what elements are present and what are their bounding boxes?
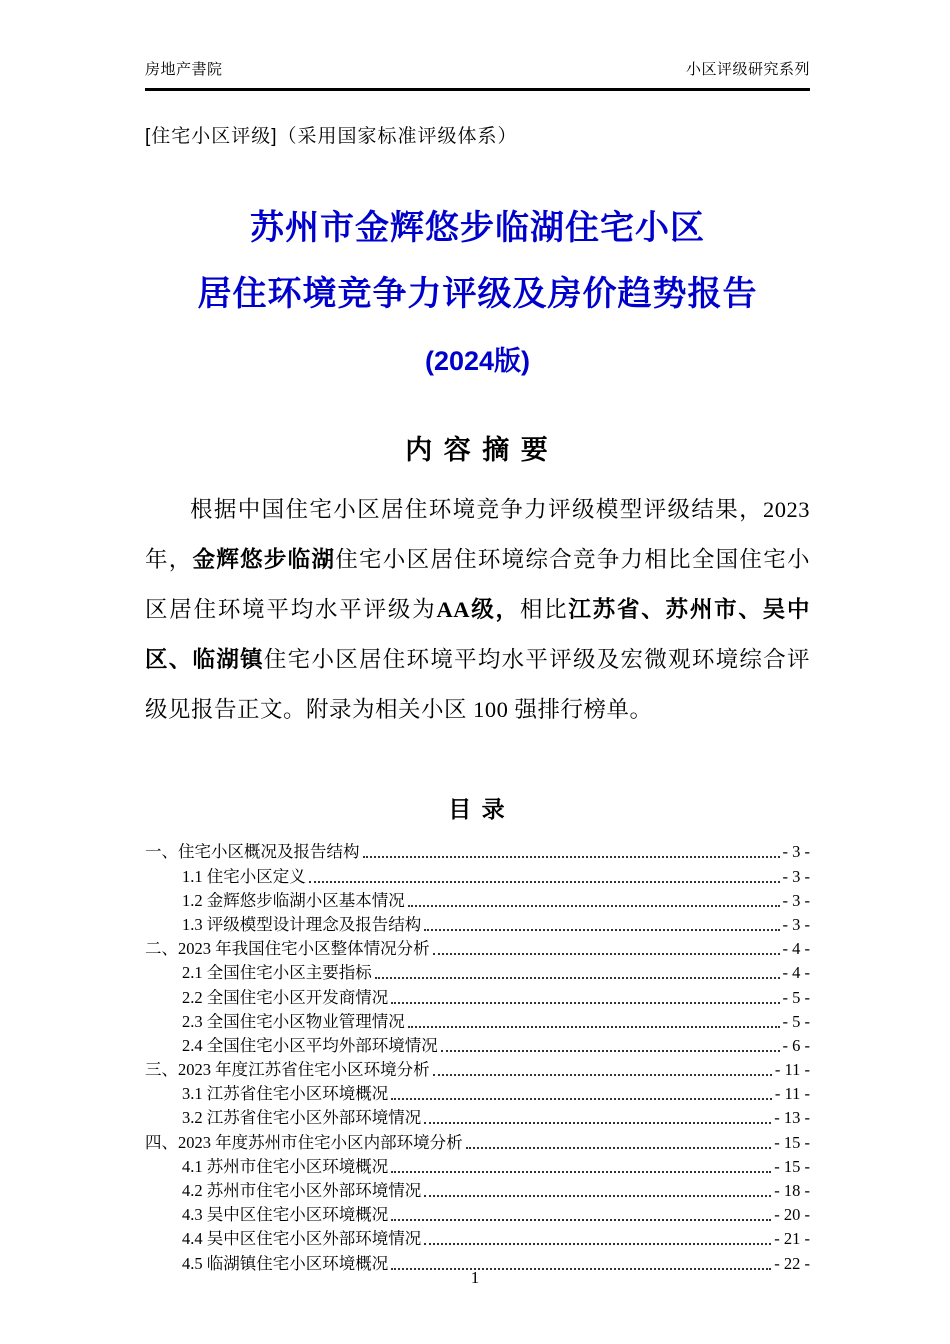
toc-entry <box>145 887 810 911</box>
header-divider <box>145 88 810 91</box>
toc-entry-page: - 15 - <box>774 1156 810 1176</box>
toc-heading: 目 录 <box>448 796 507 823</box>
toc-entry-label: 3.2 江苏省住宅小区外部环境情况 <box>182 1108 422 1128</box>
toc-entry-page: - 13 - <box>774 1108 810 1128</box>
toc-entry-page: - 20 - <box>774 1205 810 1225</box>
report-title-line-2: 居住环境竞争力评级及房价趋势报告 <box>197 274 758 313</box>
toc-entry-label: 2.1 全国住宅小区主要指标 <box>182 963 372 983</box>
toc-entry-label: 1.2 金辉悠步临湖小区基本情况 <box>182 890 405 910</box>
toc-leader-dots <box>391 1098 772 1100</box>
toc-leader-dots <box>424 1243 771 1245</box>
toc-entry-page: - 4 - <box>782 939 810 959</box>
abstract-segment: 根据中国住宅小区居住环境竞争力评级模型评级结果，2023 年， <box>145 497 810 573</box>
toc-entry-label: 四、2023 年度苏州市住宅小区内部环境分析 <box>145 1132 463 1152</box>
toc-entry-label: 2.3 全国住宅小区物业管理情况 <box>182 1011 405 1031</box>
toc-entry <box>145 1008 810 1032</box>
toc-entry <box>145 862 810 886</box>
toc-entry <box>145 911 810 935</box>
toc-leader-dots <box>424 1122 771 1124</box>
toc-entry-label: 3.1 江苏省住宅小区环境概况 <box>182 1084 389 1104</box>
toc-entry <box>145 1128 810 1152</box>
toc-entry <box>145 1104 810 1128</box>
toc-leader-dots <box>391 1219 771 1221</box>
toc-entry <box>145 935 810 959</box>
report-title-line-1: 苏州市金辉悠步临湖住宅小区 <box>250 209 705 247</box>
toc-leader-dots <box>363 856 780 858</box>
toc-leader-dots <box>408 1026 780 1028</box>
abstract-segment: 住宅小区居住环境综合竞争力相比全国住宅小区居住环境平均水平评级为 <box>145 547 810 623</box>
toc-entry-page: - 5 - <box>782 987 810 1007</box>
toc-entry-page: - 6 - <box>782 1035 810 1055</box>
report-title-edition: (2024版) <box>424 346 531 377</box>
toc-entry <box>145 1201 810 1225</box>
toc-entry-page: - 3 - <box>782 890 810 910</box>
doc-type-line: [住宅小区评级]（采用国家标准评级体系） <box>145 126 518 147</box>
toc-entry-label: 二、2023 年我国住宅小区整体情况分析 <box>145 939 430 959</box>
toc-entry <box>145 1153 810 1177</box>
toc-entry-page: - 22 - <box>774 1253 810 1273</box>
toc-entry-page: - 4 - <box>782 963 810 983</box>
toc-leader-dots <box>424 929 779 931</box>
toc-leader-dots <box>441 1050 780 1052</box>
toc-entry-label: 4.4 吴中区住宅小区外部环境情况 <box>182 1229 422 1249</box>
toc-entry-page: - 11 - <box>774 1084 810 1104</box>
toc-entry-page: - 5 - <box>782 1011 810 1031</box>
toc-entry <box>145 838 810 862</box>
toc-entry <box>145 1032 810 1056</box>
toc-entry-label: 4.5 临湖镇住宅小区环境概况 <box>182 1253 389 1273</box>
header-left-text: 房地产書院 <box>145 61 223 78</box>
page-footer <box>0 1268 950 1288</box>
toc-entry-page: - 11 - <box>774 1060 810 1080</box>
toc-entry <box>145 983 810 1007</box>
toc-entry-label: 4.3 吴中区住宅小区环境概况 <box>182 1205 389 1225</box>
toc-entry-page: - 18 - <box>774 1181 810 1201</box>
toc-entry-label: 4.2 苏州市住宅小区外部环境情况 <box>182 1181 422 1201</box>
toc-leader-dots <box>391 1002 779 1004</box>
abstract-segment: 金辉悠步临湖 <box>192 547 336 573</box>
abstract-segment: 住宅小区居住环境平均水平评级及宏微观环境综合评级见报告正文。附录为相关小区 100 强排行榜单。 <box>145 647 810 723</box>
report-title <box>145 196 810 378</box>
toc-entry <box>145 1177 810 1201</box>
toc-entry-label: 4.1 苏州市住宅小区环境概况 <box>182 1156 389 1176</box>
toc-entry <box>145 959 810 983</box>
abstract-heading: 内 容 摘 要 <box>405 435 550 466</box>
toc-entry-label: 三、2023 年度江苏省住宅小区环境分析 <box>145 1060 430 1080</box>
header-right-text: 小区评级研究系列 <box>685 61 810 78</box>
page-number: 1 <box>470 1268 480 1287</box>
toc-entry-page: - 3 - <box>782 842 810 862</box>
toc-entry-label: 2.2 全国住宅小区开发商情况 <box>182 987 389 1007</box>
toc-leader-dots <box>433 1074 772 1076</box>
toc-leader-dots <box>433 953 780 955</box>
abstract-segment: 江苏省、苏州市、吴中区、临湖镇 <box>145 597 810 673</box>
toc-entry <box>145 1225 810 1249</box>
running-header <box>145 58 810 79</box>
toc-entry-page: - 3 - <box>782 866 810 886</box>
toc-entry-page: - 3 - <box>782 914 810 934</box>
toc-entry-page: - 15 - <box>774 1132 810 1152</box>
toc-entry <box>145 1080 810 1104</box>
toc-entry-label: 1.3 评级模型设计理念及报告结构 <box>182 914 422 934</box>
toc-leader-dots <box>466 1147 772 1149</box>
toc-entry-label: 一、住宅小区概况及报告结构 <box>145 842 360 862</box>
abstract-segment: 相比 <box>519 597 569 623</box>
toc-entry-label: 1.1 住宅小区定义 <box>182 866 306 886</box>
toc-leader-dots <box>309 881 780 883</box>
toc-leader-dots <box>424 1195 771 1197</box>
toc-list <box>145 838 810 1273</box>
toc-entry-label: 2.4 全国住宅小区平均外部环境情况 <box>182 1035 438 1055</box>
toc-leader-dots <box>391 1171 771 1173</box>
toc-entry-page: - 21 - <box>774 1229 810 1249</box>
abstract-segment: AA级， <box>436 597 520 623</box>
toc-leader-dots <box>408 905 780 907</box>
toc-entry <box>145 1056 810 1080</box>
toc-leader-dots <box>375 977 780 979</box>
abstract-paragraph <box>145 485 810 735</box>
